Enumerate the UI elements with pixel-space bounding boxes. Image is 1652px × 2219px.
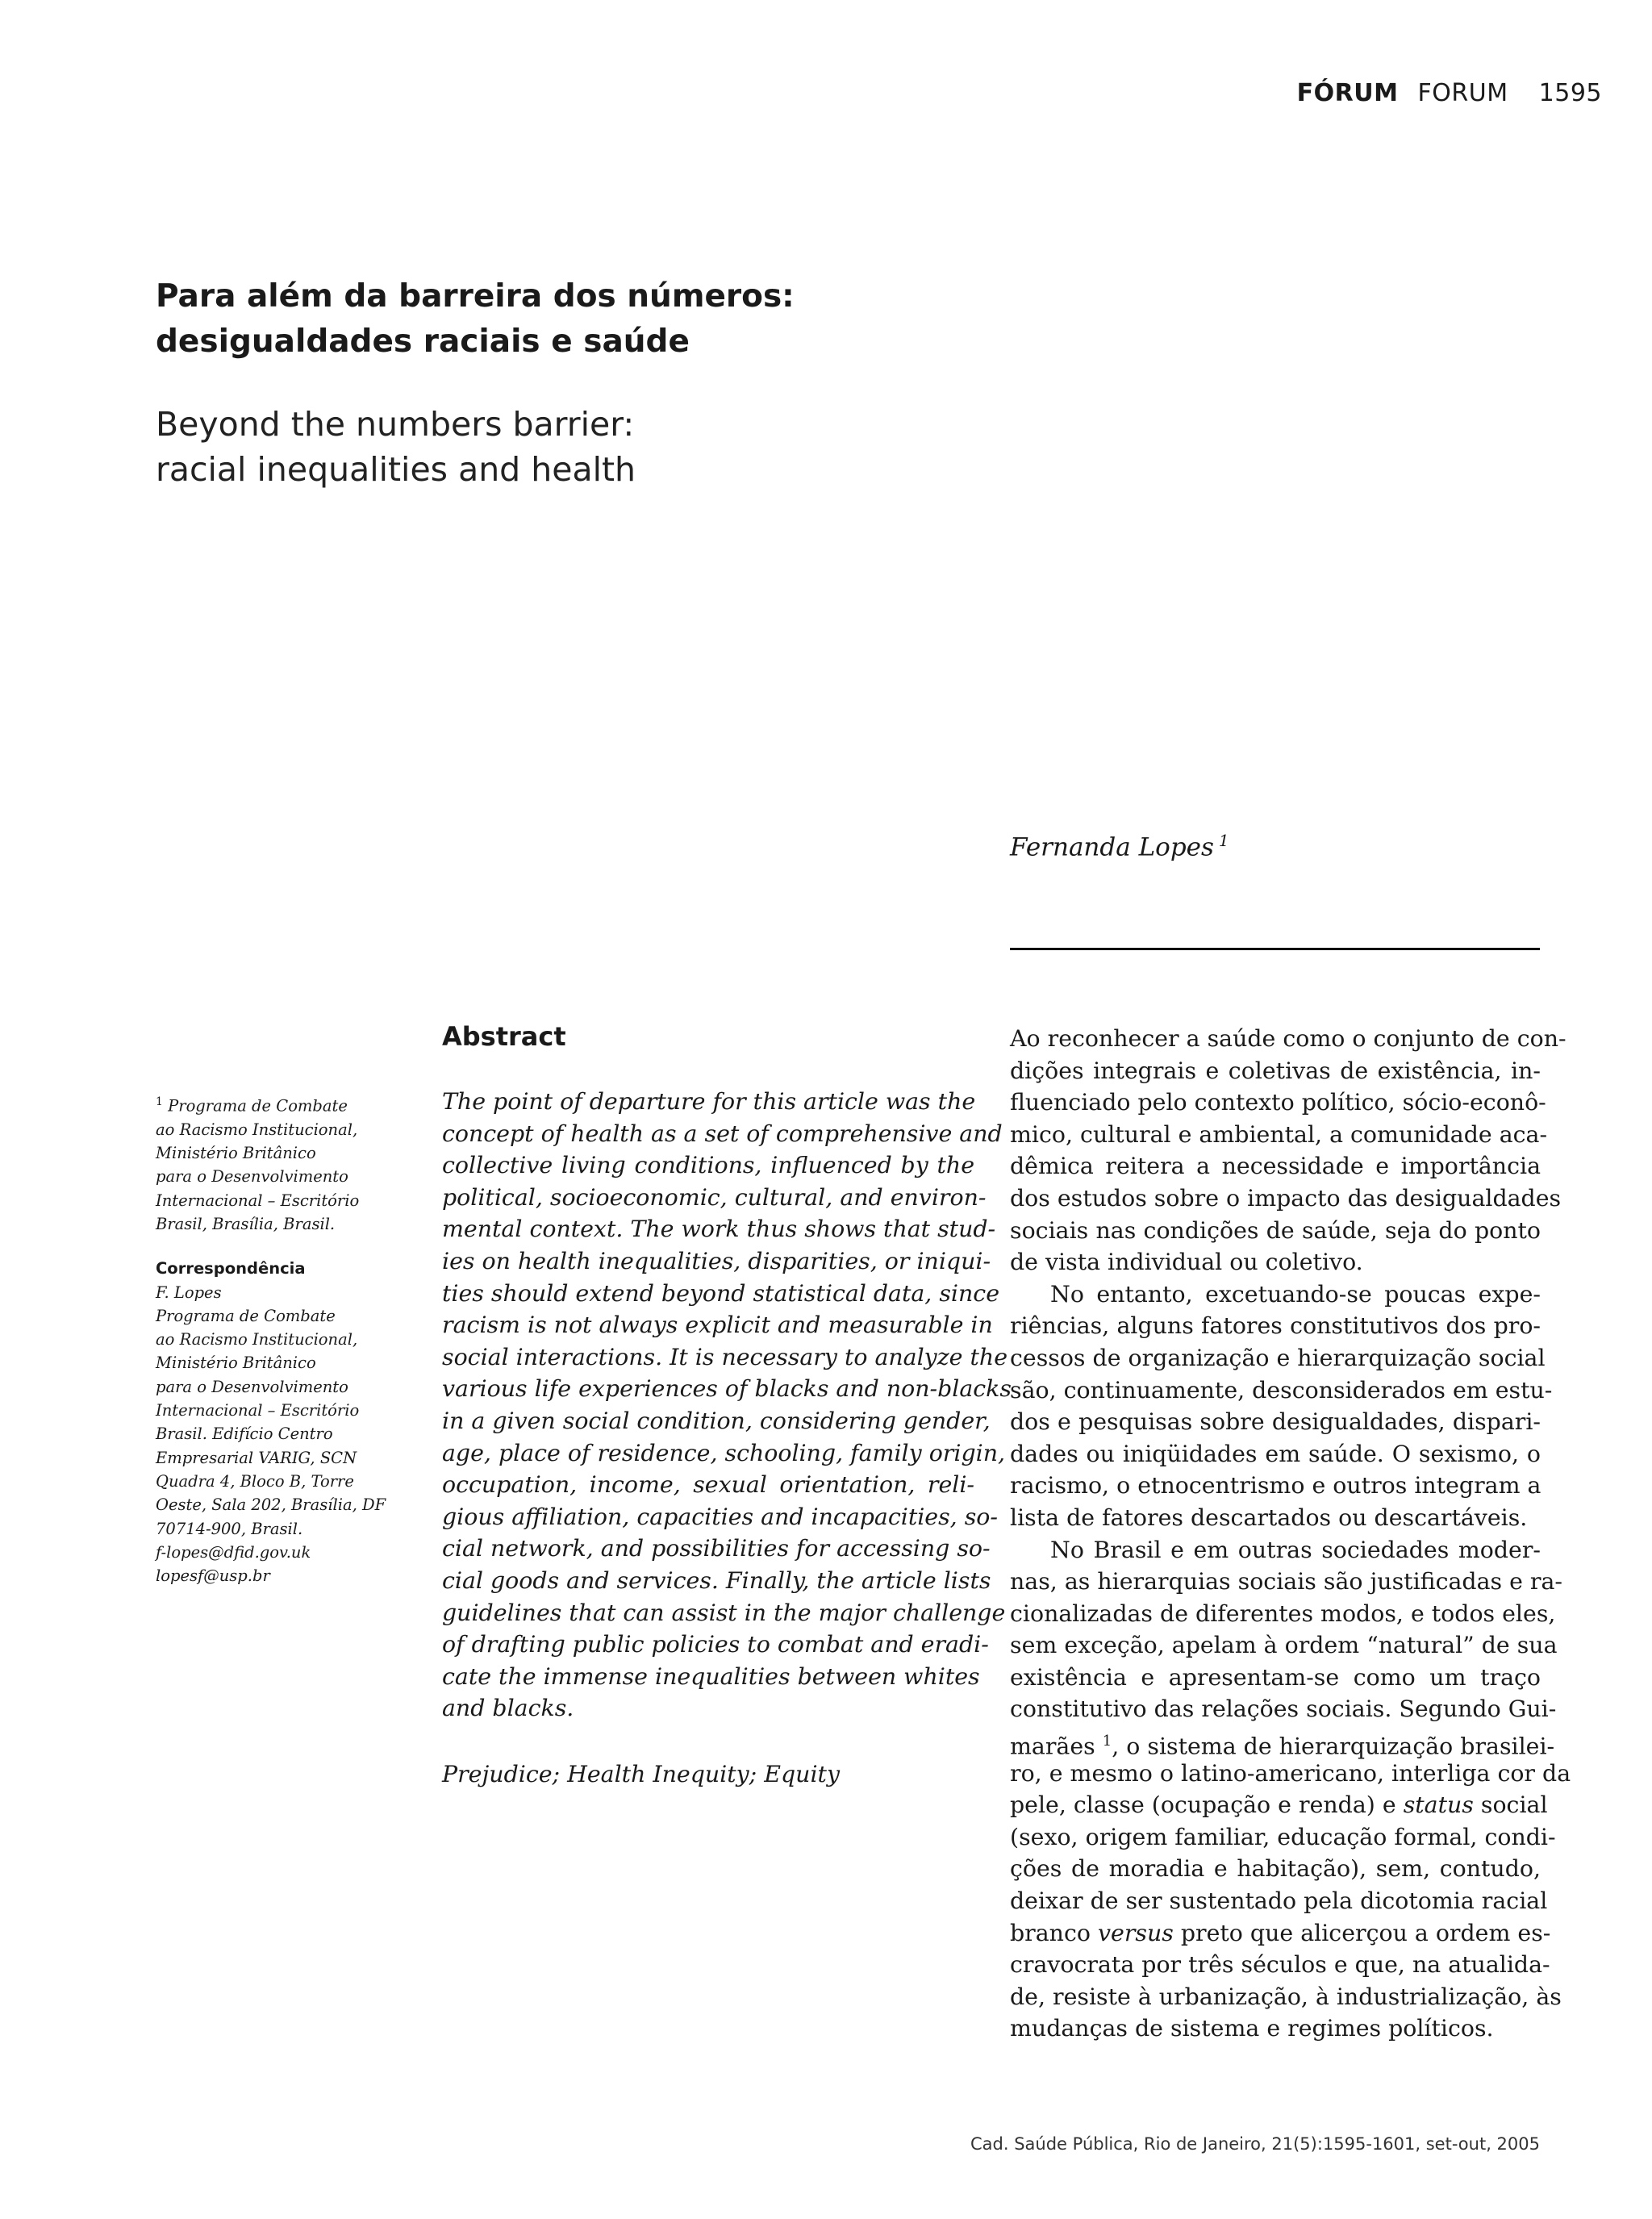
- title-english: [156, 402, 1124, 492]
- body-line: Ao reconhecer a saúde como o conjunto de con-: [1010, 1025, 1566, 1052]
- author-divider: [1010, 948, 1540, 950]
- body-line: mudanças de sistema e regimes políticos.: [1010, 2015, 1494, 2042]
- section-label-pt: FÓRUM: [1296, 79, 1399, 107]
- abstract-line: mental context. The work thus shows that stud-: [442, 1216, 996, 1243]
- abstract-line: in a given social condition, considering gender,: [442, 1407, 991, 1434]
- emphasis: versus: [1097, 1919, 1174, 1946]
- abstract-line: guidelines that can assist in the major challenge: [442, 1599, 1006, 1626]
- author-name: Fernanda Lopes: [1010, 832, 1214, 862]
- affiliation-line: para o Desenvolvimento: [156, 1167, 348, 1187]
- author-line: [1010, 831, 1229, 861]
- journal-citation: Cad. Saúde Pública, Rio de Janeiro, 21(5):1595-1601, set-out, 2005: [970, 2134, 1540, 2154]
- abstract-line: age, place of residence, schooling, family origin,: [442, 1439, 1006, 1466]
- abstract-line: of drafting public policies to combat and eradi-: [442, 1631, 989, 1658]
- correspondence-line: Oeste, Sala 202, Brasília, DF: [156, 1495, 386, 1515]
- title-pt-line: desigualdades raciais e saúde: [156, 323, 690, 360]
- correspondence-line: F. Lopes: [156, 1283, 222, 1302]
- abstract-line: ies on health inequalities, disparities, or iniqui-: [442, 1247, 991, 1274]
- correspondence-line: Brasil. Edifício Centro: [156, 1424, 333, 1444]
- correspondence-line: Programa de Combate: [156, 1306, 336, 1325]
- body-line: ções de moradia e habitação), sem, contudo,: [1010, 1855, 1541, 1883]
- keywords: Prejudice; Health Inequity; Equity: [442, 1761, 840, 1787]
- abstract-line: collective living conditions, influenced by the: [442, 1152, 974, 1179]
- affiliation-marker: 1: [156, 1095, 163, 1108]
- correspondence-line: Ministério Britânico: [156, 1354, 316, 1373]
- body-line: mico, cultural e ambiental, a comunidade aca-: [1010, 1120, 1548, 1148]
- page-number: 1595: [1538, 79, 1602, 107]
- body-line: nas, as hierarquias sociais são justificadas e ra-: [1010, 1568, 1563, 1595]
- body-line: dades ou iniqüidades em saúde. O sexismo, o: [1010, 1440, 1541, 1467]
- abstract-heading: Abstract: [442, 1021, 566, 1052]
- abstract-line: various life experiences of blacks and non-blacks: [442, 1375, 1012, 1403]
- body-line: ro, e mesmo o latino-americano, interliga cor da: [1010, 1759, 1571, 1787]
- sidebar-notes: [156, 1091, 398, 1587]
- body-line: dições integrais e coletivas de existência, in-: [1010, 1057, 1541, 1084]
- body-line: marães $^1$, o sistema de hierarquização brasilei-: [1010, 1733, 1555, 1760]
- abstract-line: and blacks.: [442, 1695, 574, 1722]
- correspondence-line: Quadra 4, Bloco B, Torre: [156, 1471, 354, 1491]
- affiliation-line: Internacional – Escritório: [156, 1191, 360, 1210]
- author-affiliation-marker: 1: [1218, 831, 1229, 850]
- correspondence-heading: Correspondência: [156, 1259, 306, 1278]
- correspondence-line: Internacional – Escritório: [156, 1401, 360, 1420]
- affiliation-note: [156, 1091, 398, 1236]
- emphasis: status: [1403, 1791, 1474, 1819]
- body-line: cessos de organização e hierarquização social: [1010, 1344, 1546, 1371]
- citation-ref: 1: [1102, 1733, 1112, 1750]
- body-line: cionalizadas de diferentes modos, e todos eles,: [1010, 1600, 1556, 1627]
- body-line: branco versus preto que alicerçou a ordem es-: [1010, 1919, 1551, 1946]
- body-line: são, continuamente, desconsiderados em estu-: [1010, 1376, 1553, 1404]
- section-label-en: FORUM: [1417, 79, 1508, 107]
- body-line: racismo, o etnocentrismo e outros integram a: [1010, 1472, 1541, 1499]
- abstract-line: concept of health as a set of comprehensive and: [442, 1120, 1003, 1147]
- abstract-text: [442, 1086, 1012, 1725]
- correspondence-line: f-lopes@dfid.gov.uk: [156, 1542, 311, 1562]
- correspondence-line: ao Racismo Institucional,: [156, 1330, 358, 1349]
- body-line: (sexo, origem familiar, educação formal, condi-: [1010, 1823, 1556, 1850]
- title-pt-line: Para além da barreira dos números:: [156, 278, 795, 315]
- body-line: constitutivo das relações sociais. Segundo Gui-: [1010, 1696, 1557, 1723]
- body-line: sociais nas condições de saúde, seja do ponto: [1010, 1216, 1541, 1244]
- title-en-line: Beyond the numbers barrier:: [156, 405, 635, 444]
- abstract-line: political, socioeconomic, cultural, and environ-: [442, 1183, 987, 1211]
- abstract-line: cial network, and possibilities for accessing so-: [442, 1535, 991, 1562]
- body-line: riências, alguns fatores constitutivos dos pro-: [1010, 1312, 1541, 1340]
- abstract-line: cial goods and services. Finally, the article lists: [442, 1566, 991, 1594]
- affiliation-line: $^1$ Programa de Combate: [156, 1095, 348, 1116]
- body-line: No entanto, excetuando-se poucas expe-: [1050, 1280, 1541, 1308]
- correspondence-line: lopesf@usp.br: [156, 1566, 270, 1586]
- affiliation-line: Ministério Britânico: [156, 1144, 316, 1163]
- correspondence-address: [156, 1281, 398, 1588]
- abstract-line: cate the immense inequalities between whites: [442, 1662, 980, 1690]
- running-header: [1297, 79, 1602, 107]
- body-line: existência e apresentam-se como um traço: [1010, 1663, 1541, 1691]
- body-line: No Brasil e em outras sociedades moder-: [1050, 1536, 1541, 1563]
- abstract-line: The point of departure for this article was the: [442, 1088, 976, 1115]
- body-line: dos e pesquisas sobre desigualdades, dispari-: [1010, 1408, 1541, 1436]
- body-line: dos estudos sobre o impacto das desigualdades: [1010, 1184, 1562, 1212]
- abstract-line: occupation, income, sexual orientation, reli-: [442, 1471, 974, 1499]
- title-portuguese: [156, 274, 1124, 365]
- abstract-line: gious affiliation, capacities and incapacities, so-: [442, 1503, 998, 1530]
- affiliation-line: ao Racismo Institucional,: [156, 1120, 358, 1139]
- body-line: pele, classe (ocupação e renda) e status social: [1010, 1791, 1548, 1819]
- abstract-line: ties should extend beyond statistical data, since: [442, 1279, 999, 1307]
- body-line: cravocrata por três séculos e que, na atualida-: [1010, 1951, 1550, 1979]
- body-line: de vista individual ou coletivo.: [1010, 1249, 1363, 1276]
- body-line: de, resiste à urbanização, à industrialização, às: [1010, 1983, 1562, 2010]
- body-text: [1010, 1023, 1571, 2045]
- abstract-line: racism is not always explicit and measurable in: [442, 1312, 993, 1339]
- affiliation-line: Brasil, Brasília, Brasil.: [156, 1214, 336, 1233]
- body-line: lista de fatores descartados ou descartáveis.: [1010, 1504, 1528, 1531]
- abstract-line: social interactions. It is necessary to analyze the: [442, 1343, 1008, 1370]
- body-line: deixar de ser sustentado pela dicotomia racial: [1010, 1887, 1548, 1915]
- correspondence-line: Empresarial VARIG, SCN: [156, 1448, 357, 1467]
- body-line: dêmica reitera a necessidade e importância: [1010, 1153, 1541, 1180]
- title-en-line: racial inequalities and health: [156, 450, 636, 489]
- body-line: fluenciado pelo contexto político, sócio-econô-: [1010, 1089, 1546, 1116]
- correspondence-line: para o Desenvolvimento: [156, 1377, 348, 1396]
- body-line: sem exceção, apelam à ordem “natural” de sua: [1010, 1632, 1558, 1659]
- correspondence-line: 70714-900, Brasil.: [156, 1519, 303, 1538]
